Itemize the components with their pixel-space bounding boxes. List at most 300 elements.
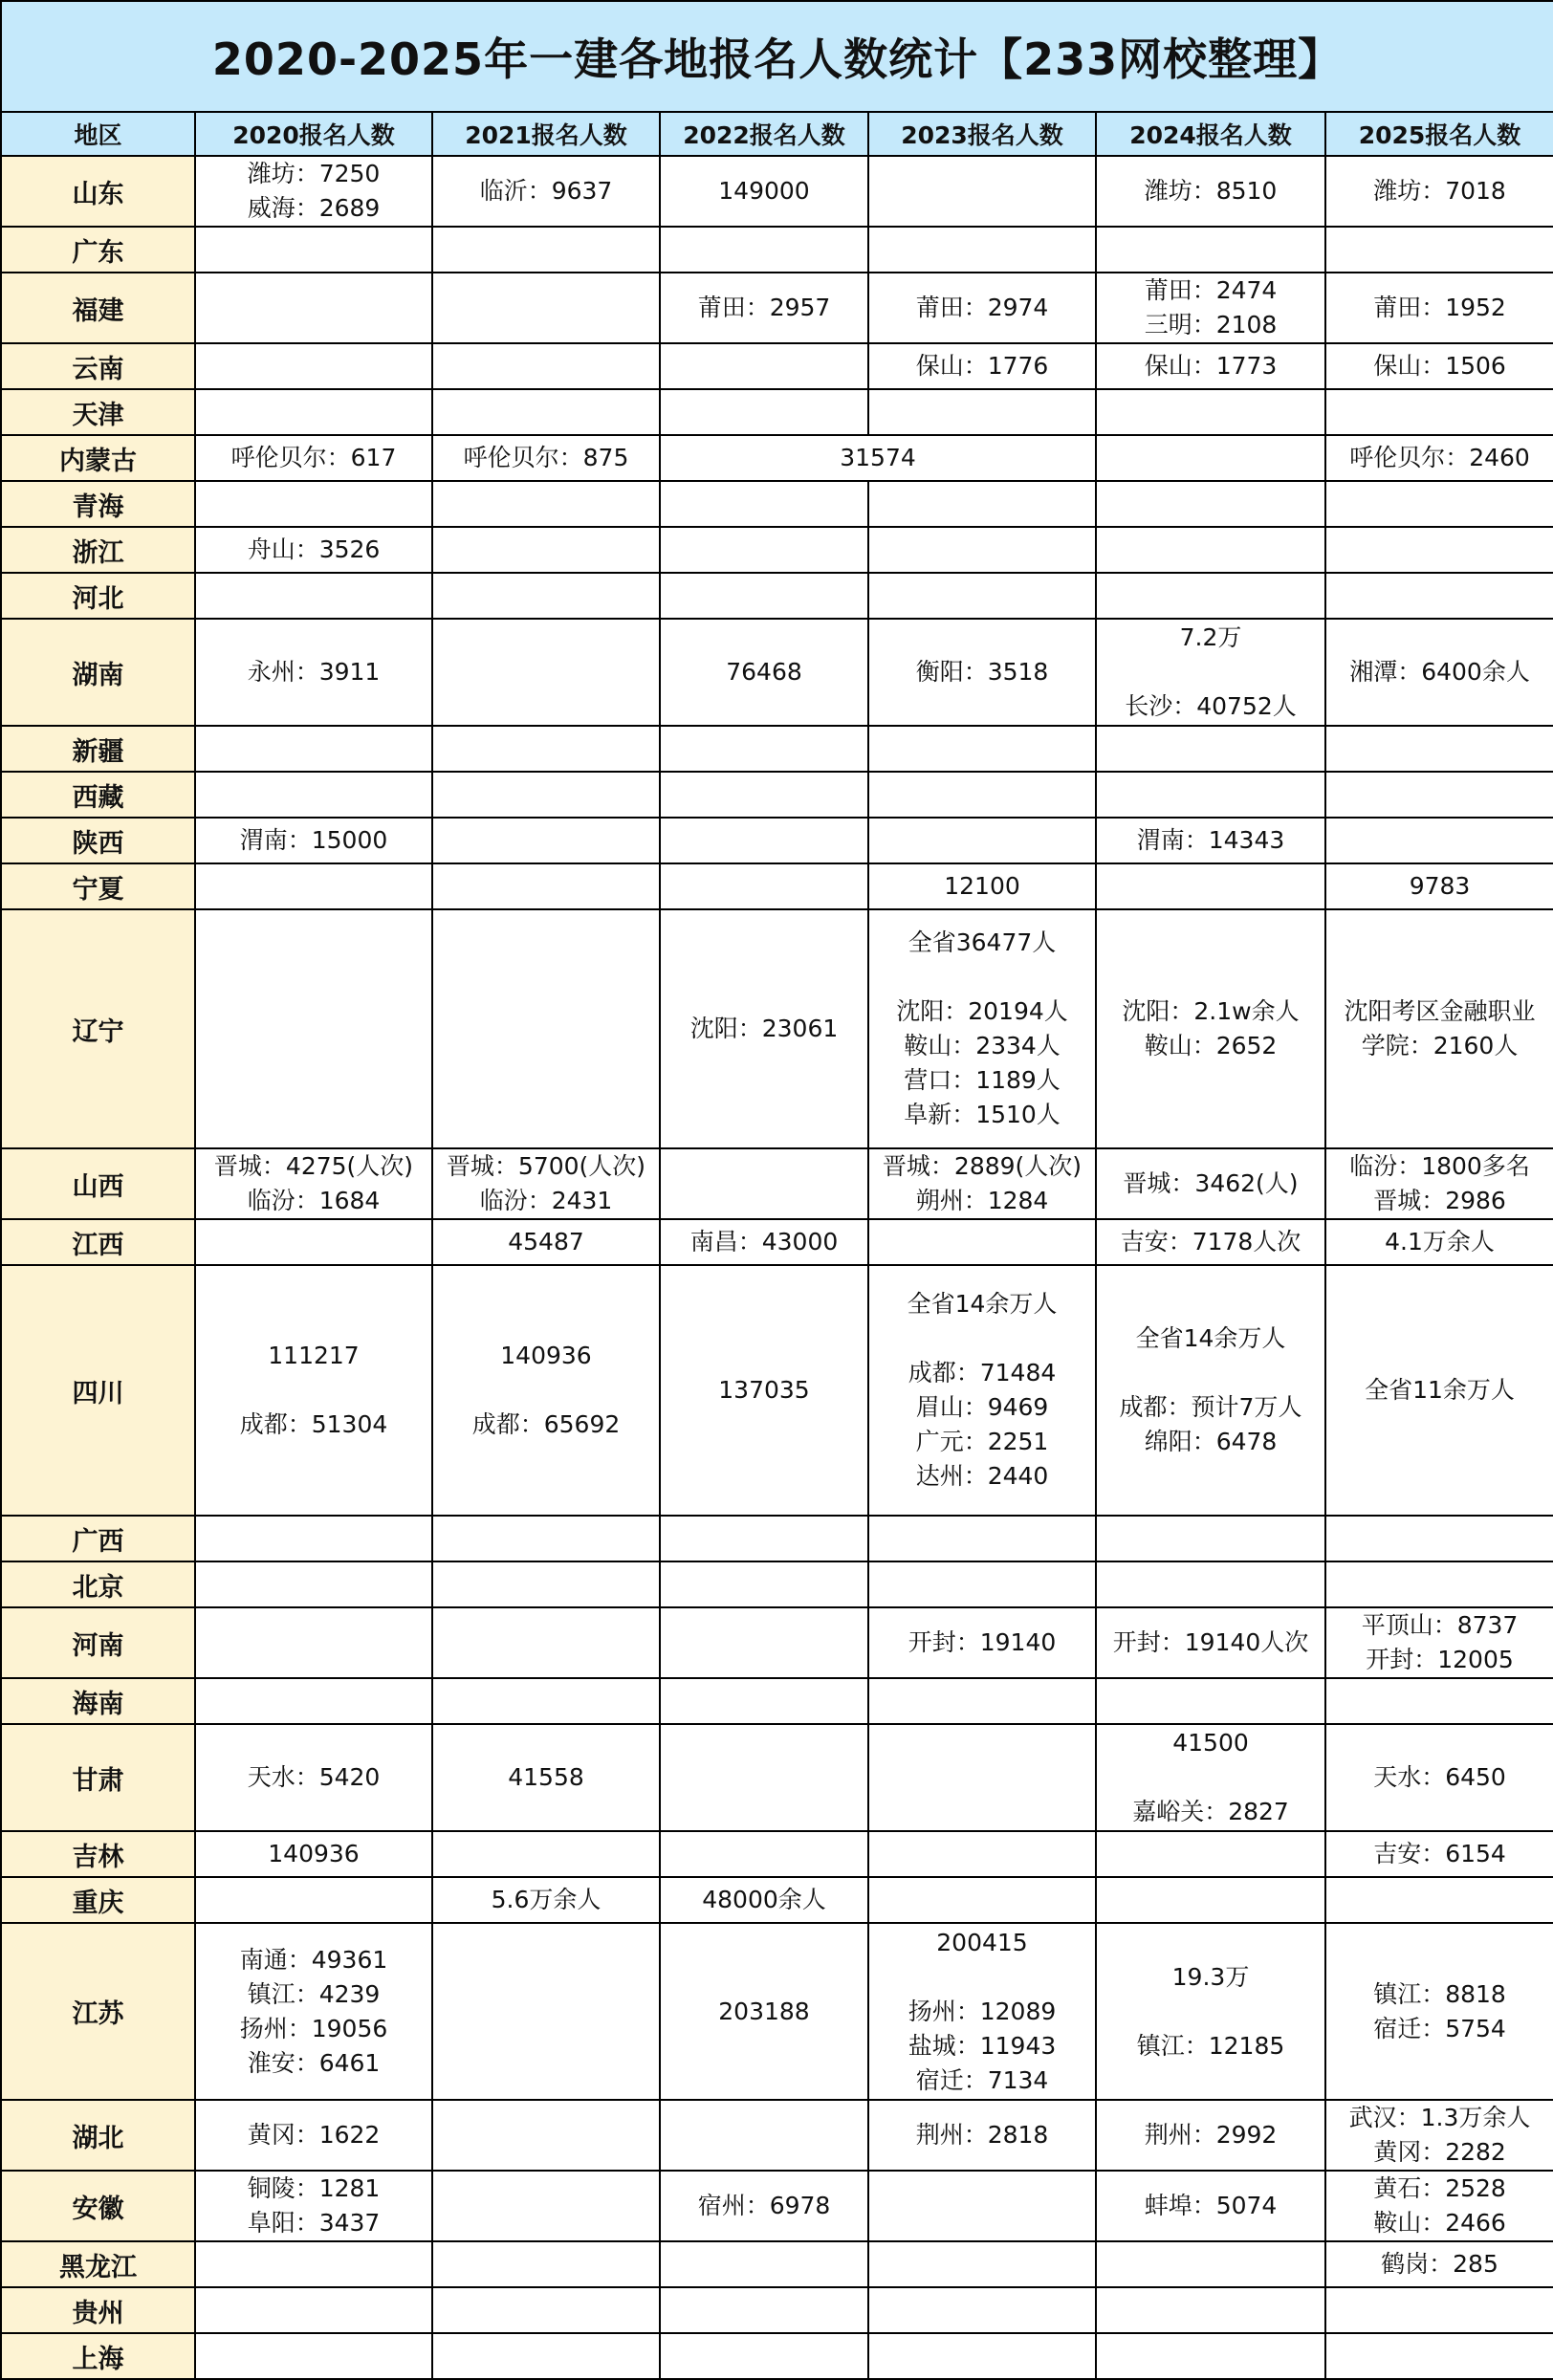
data-cell: [1325, 1607, 1553, 1678]
column-header: 2025报名人数: [1325, 112, 1553, 156]
cell-spacer: [1099, 1760, 1323, 1795]
cell-line: 成都：71484: [908, 1359, 1057, 1387]
region-cell: 山西: [1, 1148, 195, 1219]
table-row: [1, 2171, 1553, 2241]
cell-line: 淮安：6461: [247, 2048, 381, 2077]
table-row: [1, 481, 1553, 527]
region-cell: 上海: [1, 2333, 195, 2379]
data-cell: [195, 2241, 432, 2287]
region-cell: 北京: [1, 1561, 195, 1607]
data-cell: [1325, 1831, 1553, 1877]
data-cell: [660, 772, 868, 818]
data-cell: [660, 1607, 868, 1678]
data-cell: [1325, 2171, 1553, 2241]
data-cell: [1096, 863, 1325, 909]
cell-line: 营口：1189人: [904, 1066, 1061, 1094]
data-cell: [1325, 909, 1553, 1148]
table-row: [1, 1923, 1553, 2100]
region-cell: 海南: [1, 1678, 195, 1724]
data-cell: [660, 818, 868, 863]
data-cell: [432, 619, 660, 726]
data-cell: [660, 389, 868, 435]
region-cell: 云南: [1, 343, 195, 389]
region-cell: 安徽: [1, 2171, 195, 2241]
region-cell: 湖北: [1, 2100, 195, 2171]
cell-line: 7.2万: [1179, 623, 1242, 651]
table-row: [1, 1678, 1553, 1724]
column-header: 2022报名人数: [660, 112, 868, 156]
data-cell: [868, 1877, 1096, 1923]
data-cell: [868, 481, 1096, 527]
region-cell: 山东: [1, 156, 195, 227]
cell-line: 荆州：2992: [1144, 2121, 1278, 2149]
data-cell: [1096, 1877, 1325, 1923]
data-cell: [1325, 273, 1553, 343]
data-cell: [195, 156, 432, 227]
data-cell: [432, 435, 660, 481]
data-cell: [432, 573, 660, 619]
column-header: 2023报名人数: [868, 112, 1096, 156]
data-cell: [868, 2241, 1096, 2287]
data-cell: [432, 273, 660, 343]
data-cell: [195, 1877, 432, 1923]
data-cell: [868, 2171, 1096, 2241]
data-cell: [195, 481, 432, 527]
data-cell: [660, 1877, 868, 1923]
data-cell: [1325, 772, 1553, 818]
data-cell: [660, 909, 868, 1148]
data-cell: [868, 273, 1096, 343]
cell-line: 吉安：6154: [1373, 1840, 1506, 1867]
data-cell: [660, 619, 868, 726]
data-cell: [868, 1148, 1096, 1219]
data-cell: [432, 527, 660, 573]
cell-line: 衡阳：3518: [915, 658, 1049, 686]
data-cell: [660, 1516, 868, 1561]
data-cell: [432, 227, 660, 273]
cell-line: 41500: [1172, 1729, 1249, 1757]
cell-spacer: [871, 1321, 1093, 1356]
data-cell: [432, 2171, 660, 2241]
data-cell: [868, 726, 1096, 772]
data-cell: [1325, 1877, 1553, 1923]
table-row: [1, 273, 1553, 343]
data-cell: [868, 909, 1096, 1148]
column-header: 2021报名人数: [432, 112, 660, 156]
data-cell: [432, 481, 660, 527]
cell-line: 天水：6450: [1373, 1763, 1506, 1791]
cell-spacer: [871, 1960, 1093, 1995]
data-cell: [868, 156, 1096, 227]
data-cell: [1325, 1724, 1553, 1831]
data-cell: [1325, 1923, 1553, 2100]
data-cell: [1096, 389, 1325, 435]
data-cell: [660, 1678, 868, 1724]
data-cell: [1096, 227, 1325, 273]
cell-line: 沈阳：20194人: [896, 997, 1068, 1025]
table-row: [1, 1607, 1553, 1678]
region-cell: 福建: [1, 273, 195, 343]
data-cell: [1325, 2100, 1553, 2171]
data-cell: [868, 1923, 1096, 2100]
data-cell: [660, 527, 868, 573]
cell-line: 开封：19140人次: [1112, 1628, 1309, 1656]
data-cell: [1325, 156, 1553, 227]
data-cell: [1325, 818, 1553, 863]
cell-spacer: [871, 960, 1093, 994]
data-cell: [195, 2171, 432, 2241]
data-cell: [1096, 343, 1325, 389]
cell-line: 潍坊：7018: [1373, 177, 1506, 205]
cell-spacer: [435, 1373, 657, 1408]
cell-line: 鞍山：2334人: [904, 1032, 1061, 1059]
region-cell: 贵州: [1, 2287, 195, 2333]
data-cell: [660, 863, 868, 909]
data-cell: [1325, 1265, 1553, 1516]
cell-line: 鞍山：2652: [1144, 1032, 1278, 1059]
data-cell: [868, 1724, 1096, 1831]
region-cell: 江西: [1, 1219, 195, 1265]
region-cell: 河北: [1, 573, 195, 619]
data-cell: [195, 772, 432, 818]
data-cell: [660, 227, 868, 273]
cell-line: 宿迁：7134: [915, 2065, 1049, 2094]
cell-line: 舟山：3526: [247, 535, 381, 563]
data-cell: [432, 1265, 660, 1516]
data-cell: [660, 2241, 868, 2287]
table-row: [1, 2241, 1553, 2287]
cell-line: 宿州：6978: [697, 2192, 831, 2219]
data-cell: [868, 1561, 1096, 1607]
data-cell: [868, 2287, 1096, 2333]
table-row: [1, 909, 1553, 1148]
data-cell: [432, 343, 660, 389]
cell-line: 学院：2160人: [1361, 1032, 1519, 1059]
cell-line: 晋城：4275(人次): [213, 1152, 414, 1180]
cell-line: 宿迁：5754: [1373, 2014, 1506, 2042]
data-cell: [195, 1265, 432, 1516]
table-row: [1, 527, 1553, 573]
data-cell: [1096, 1219, 1325, 1265]
cell-line: 149000: [718, 177, 810, 205]
data-cell: [868, 1265, 1096, 1516]
cell-line: 鞍山：2466: [1373, 2209, 1506, 2237]
cell-line: 晋城：3462(人): [1123, 1169, 1299, 1197]
column-header: 2020报名人数: [195, 112, 432, 156]
data-cell: [1325, 343, 1553, 389]
cell-line: 76468: [726, 658, 802, 686]
data-cell: [1096, 2241, 1325, 2287]
cell-line: 潍坊：8510: [1144, 177, 1278, 205]
data-cell: [868, 573, 1096, 619]
data-cell: [432, 1561, 660, 1607]
cell-line: 临沂：9637: [479, 177, 613, 205]
cell-line: 永州：3911: [247, 658, 381, 686]
data-cell: [868, 772, 1096, 818]
data-cell: [195, 389, 432, 435]
region-cell: 内蒙古: [1, 435, 195, 481]
data-cell: [432, 1678, 660, 1724]
data-cell: [660, 2287, 868, 2333]
data-cell: [1096, 1148, 1325, 1219]
data-cell: [1096, 527, 1325, 573]
data-cell: [1325, 1516, 1553, 1561]
table-row: [1, 2100, 1553, 2171]
region-cell: 吉林: [1, 1831, 195, 1877]
cell-line: 三明：2108: [1144, 311, 1278, 338]
data-cell: [1096, 1607, 1325, 1678]
data-cell: [660, 726, 868, 772]
cell-line: 开封：12005: [1366, 1646, 1514, 1673]
cell-line: 203188: [718, 1997, 810, 2025]
region-cell: 新疆: [1, 726, 195, 772]
data-cell: [1325, 1678, 1553, 1724]
data-cell: [195, 527, 432, 573]
data-cell: [432, 2333, 660, 2379]
data-cell: [1096, 2287, 1325, 2333]
cell-line: 5.6万余人: [491, 1886, 602, 1913]
table-row: [1, 1148, 1553, 1219]
cell-line: 镇江：12185: [1136, 2031, 1285, 2060]
column-header: 2024报名人数: [1096, 112, 1325, 156]
data-cell: [195, 1678, 432, 1724]
data-cell: [868, 863, 1096, 909]
cell-line: 吉安：7178人次: [1120, 1228, 1301, 1256]
cell-line: 140936: [268, 1840, 360, 1867]
cell-line: 绵阳：6478: [1144, 1428, 1278, 1455]
data-cell: [432, 1607, 660, 1678]
cell-line: 朔州：1284: [915, 1187, 1049, 1214]
data-cell: [1096, 909, 1325, 1148]
data-cell: [1096, 1724, 1325, 1831]
data-cell: [660, 1724, 868, 1831]
cell-line: 111217: [268, 1342, 360, 1369]
cell-line: 莆田：2957: [697, 294, 831, 321]
data-cell: [432, 2100, 660, 2171]
cell-line: 晋城：2889(人次): [882, 1152, 1083, 1180]
data-cell: [1096, 772, 1325, 818]
cell-line: 渭南：14343: [1136, 826, 1285, 854]
data-cell: [432, 389, 660, 435]
cell-line: 保山：1506: [1373, 352, 1506, 380]
cell-line: 全省11余万人: [1365, 1376, 1515, 1404]
cell-line: 沈阳：2.1w余人: [1122, 997, 1300, 1025]
cell-line: 沈阳：23061: [689, 1015, 839, 1042]
table-row: [1, 1831, 1553, 1877]
data-cell: [1096, 1831, 1325, 1877]
table-row: [1, 1561, 1553, 1607]
cell-line: 莆田：2974: [915, 294, 1049, 321]
data-cell: [1325, 435, 1553, 481]
data-cell: [1096, 619, 1325, 726]
data-cell: [432, 772, 660, 818]
data-cell: [1325, 527, 1553, 573]
cell-line: 镇江：8818: [1373, 1979, 1506, 2008]
data-cell: [1096, 435, 1325, 481]
data-cell: [868, 2100, 1096, 2171]
data-cell: [660, 2100, 868, 2171]
cell-line: 莆田：2474: [1144, 276, 1278, 304]
cell-line: 12100: [944, 872, 1020, 900]
data-cell: [1096, 726, 1325, 772]
data-cell: [1096, 1923, 1325, 2100]
table-row: [1, 156, 1553, 227]
data-cell: [660, 1831, 868, 1877]
cell-line: 临汾：1800多名: [1349, 1152, 1530, 1180]
data-cell: [868, 1219, 1096, 1265]
data-cell: [1096, 156, 1325, 227]
cell-line: 黄冈：2282: [1373, 2138, 1506, 2166]
cell-line: 长沙：40752人: [1125, 692, 1297, 720]
data-cell: [660, 2171, 868, 2241]
cell-line: 200415: [936, 1928, 1028, 1956]
data-cell: [868, 389, 1096, 435]
data-cell: [195, 2100, 432, 2171]
cell-spacer: [1099, 1995, 1323, 2029]
data-cell: [195, 273, 432, 343]
region-cell: 宁夏: [1, 863, 195, 909]
data-cell: [660, 2333, 868, 2379]
table-row: [1, 619, 1553, 726]
data-cell: [195, 573, 432, 619]
cell-line: 嘉峪关：2827: [1132, 1798, 1289, 1825]
data-cell: [432, 863, 660, 909]
data-cell: [432, 2241, 660, 2287]
data-cell: [1096, 2333, 1325, 2379]
data-cell: [660, 1219, 868, 1265]
cell-line: 沈阳考区金融职业: [1344, 997, 1536, 1025]
table-row: [1, 227, 1553, 273]
cell-line: 盐城：11943: [908, 2031, 1057, 2060]
cell-line: 扬州：19056: [239, 2014, 388, 2042]
data-cell: [1325, 619, 1553, 726]
data-cell: [1096, 481, 1325, 527]
cell-line: 潍坊：7250: [247, 160, 381, 187]
data-cell: [660, 1265, 868, 1516]
region-cell: 广西: [1, 1516, 195, 1561]
cell-line: 武汉：1.3万余人: [1348, 2104, 1531, 2131]
region-cell: 浙江: [1, 527, 195, 573]
cell-line: 19.3万: [1171, 1962, 1250, 1991]
data-cell: [1325, 1561, 1553, 1607]
data-cell: [1096, 273, 1325, 343]
data-cell: [195, 1923, 432, 2100]
cell-line: 临汾：2431: [479, 1187, 613, 1214]
cell-line: 31574: [840, 444, 916, 471]
cell-line: 全省14余万人: [1135, 1324, 1286, 1352]
data-cell: [868, 1607, 1096, 1678]
data-cell: [1325, 2333, 1553, 2379]
table-row: [1, 772, 1553, 818]
cell-line: 阜新：1510人: [904, 1101, 1061, 1128]
cell-line: 呼伦贝尔：2460: [1349, 444, 1530, 471]
table-row: [1, 726, 1553, 772]
data-cell: [195, 1219, 432, 1265]
data-cell: [1096, 2100, 1325, 2171]
data-cell: [868, 818, 1096, 863]
data-cell: [660, 1561, 868, 1607]
cell-line: 45487: [508, 1228, 584, 1256]
data-cell: [1325, 1219, 1553, 1265]
cell-line: 呼伦贝尔：875: [463, 444, 629, 471]
cell-line: 成都：预计7万人: [1119, 1393, 1302, 1421]
data-cell: [660, 1148, 868, 1219]
region-cell: 江苏: [1, 1923, 195, 2100]
table-title: 2020-2025年一建各地报名人数统计【233网校整理】: [1, 1, 1553, 112]
table-row: [1, 818, 1553, 863]
region-cell: 广东: [1, 227, 195, 273]
region-cell: 辽宁: [1, 909, 195, 1148]
region-cell: 河南: [1, 1607, 195, 1678]
cell-line: 成都：65692: [471, 1410, 621, 1438]
cell-line: 晋城：2986: [1373, 1187, 1506, 1214]
cell-line: 保山：1773: [1144, 352, 1278, 380]
region-cell: 陕西: [1, 818, 195, 863]
data-cell: [660, 481, 868, 527]
data-cell: [1325, 573, 1553, 619]
data-cell: [1096, 1561, 1325, 1607]
data-cell: [195, 2333, 432, 2379]
cell-line: 全省36477人: [908, 928, 1057, 956]
cell-line: 成都：51304: [239, 1410, 388, 1438]
table-row: [1, 1724, 1553, 1831]
cell-line: 荆州：2818: [915, 2121, 1049, 2149]
cell-line: 4.1万余人: [1385, 1228, 1495, 1256]
cell-line: 南通：49361: [239, 1945, 388, 1974]
cell-spacer: [1099, 1356, 1323, 1390]
data-cell: [868, 1516, 1096, 1561]
data-cell: [195, 227, 432, 273]
data-cell: [1096, 818, 1325, 863]
data-cell: [1096, 1265, 1325, 1516]
data-cell: [1096, 573, 1325, 619]
cell-line: 镇江：4239: [247, 1979, 381, 2008]
cell-line: 平顶山：8737: [1361, 1611, 1519, 1639]
region-cell: 甘肃: [1, 1724, 195, 1831]
data-cell: [1325, 2241, 1553, 2287]
data-cell: [1325, 726, 1553, 772]
region-cell: 重庆: [1, 1877, 195, 1923]
table-row: [1, 863, 1553, 909]
cell-line: 137035: [718, 1376, 810, 1404]
cell-line: 全省14余万人: [907, 1290, 1058, 1318]
data-cell: [660, 435, 1096, 481]
data-cell: [432, 2287, 660, 2333]
region-cell: 西藏: [1, 772, 195, 818]
cell-spacer: [1099, 655, 1323, 689]
data-cell: [195, 343, 432, 389]
data-cell: [1325, 2287, 1553, 2333]
cell-line: 9783: [1409, 872, 1471, 900]
data-cell: [660, 573, 868, 619]
data-cell: [195, 1607, 432, 1678]
data-cell: [195, 909, 432, 1148]
data-cell: [195, 1831, 432, 1877]
data-cell: [1325, 389, 1553, 435]
data-cell: [660, 343, 868, 389]
data-cell: [195, 1561, 432, 1607]
cell-line: 蚌埠：5074: [1144, 2192, 1278, 2219]
data-cell: [868, 619, 1096, 726]
cell-line: 天水：5420: [247, 1763, 381, 1791]
data-cell: [432, 1923, 660, 2100]
table-row: [1, 1877, 1553, 1923]
data-cell: [432, 156, 660, 227]
column-header: 地区: [1, 112, 195, 156]
data-cell: [1096, 1516, 1325, 1561]
table-row: [1, 1516, 1553, 1561]
cell-line: 晋城：5700(人次): [446, 1152, 646, 1180]
